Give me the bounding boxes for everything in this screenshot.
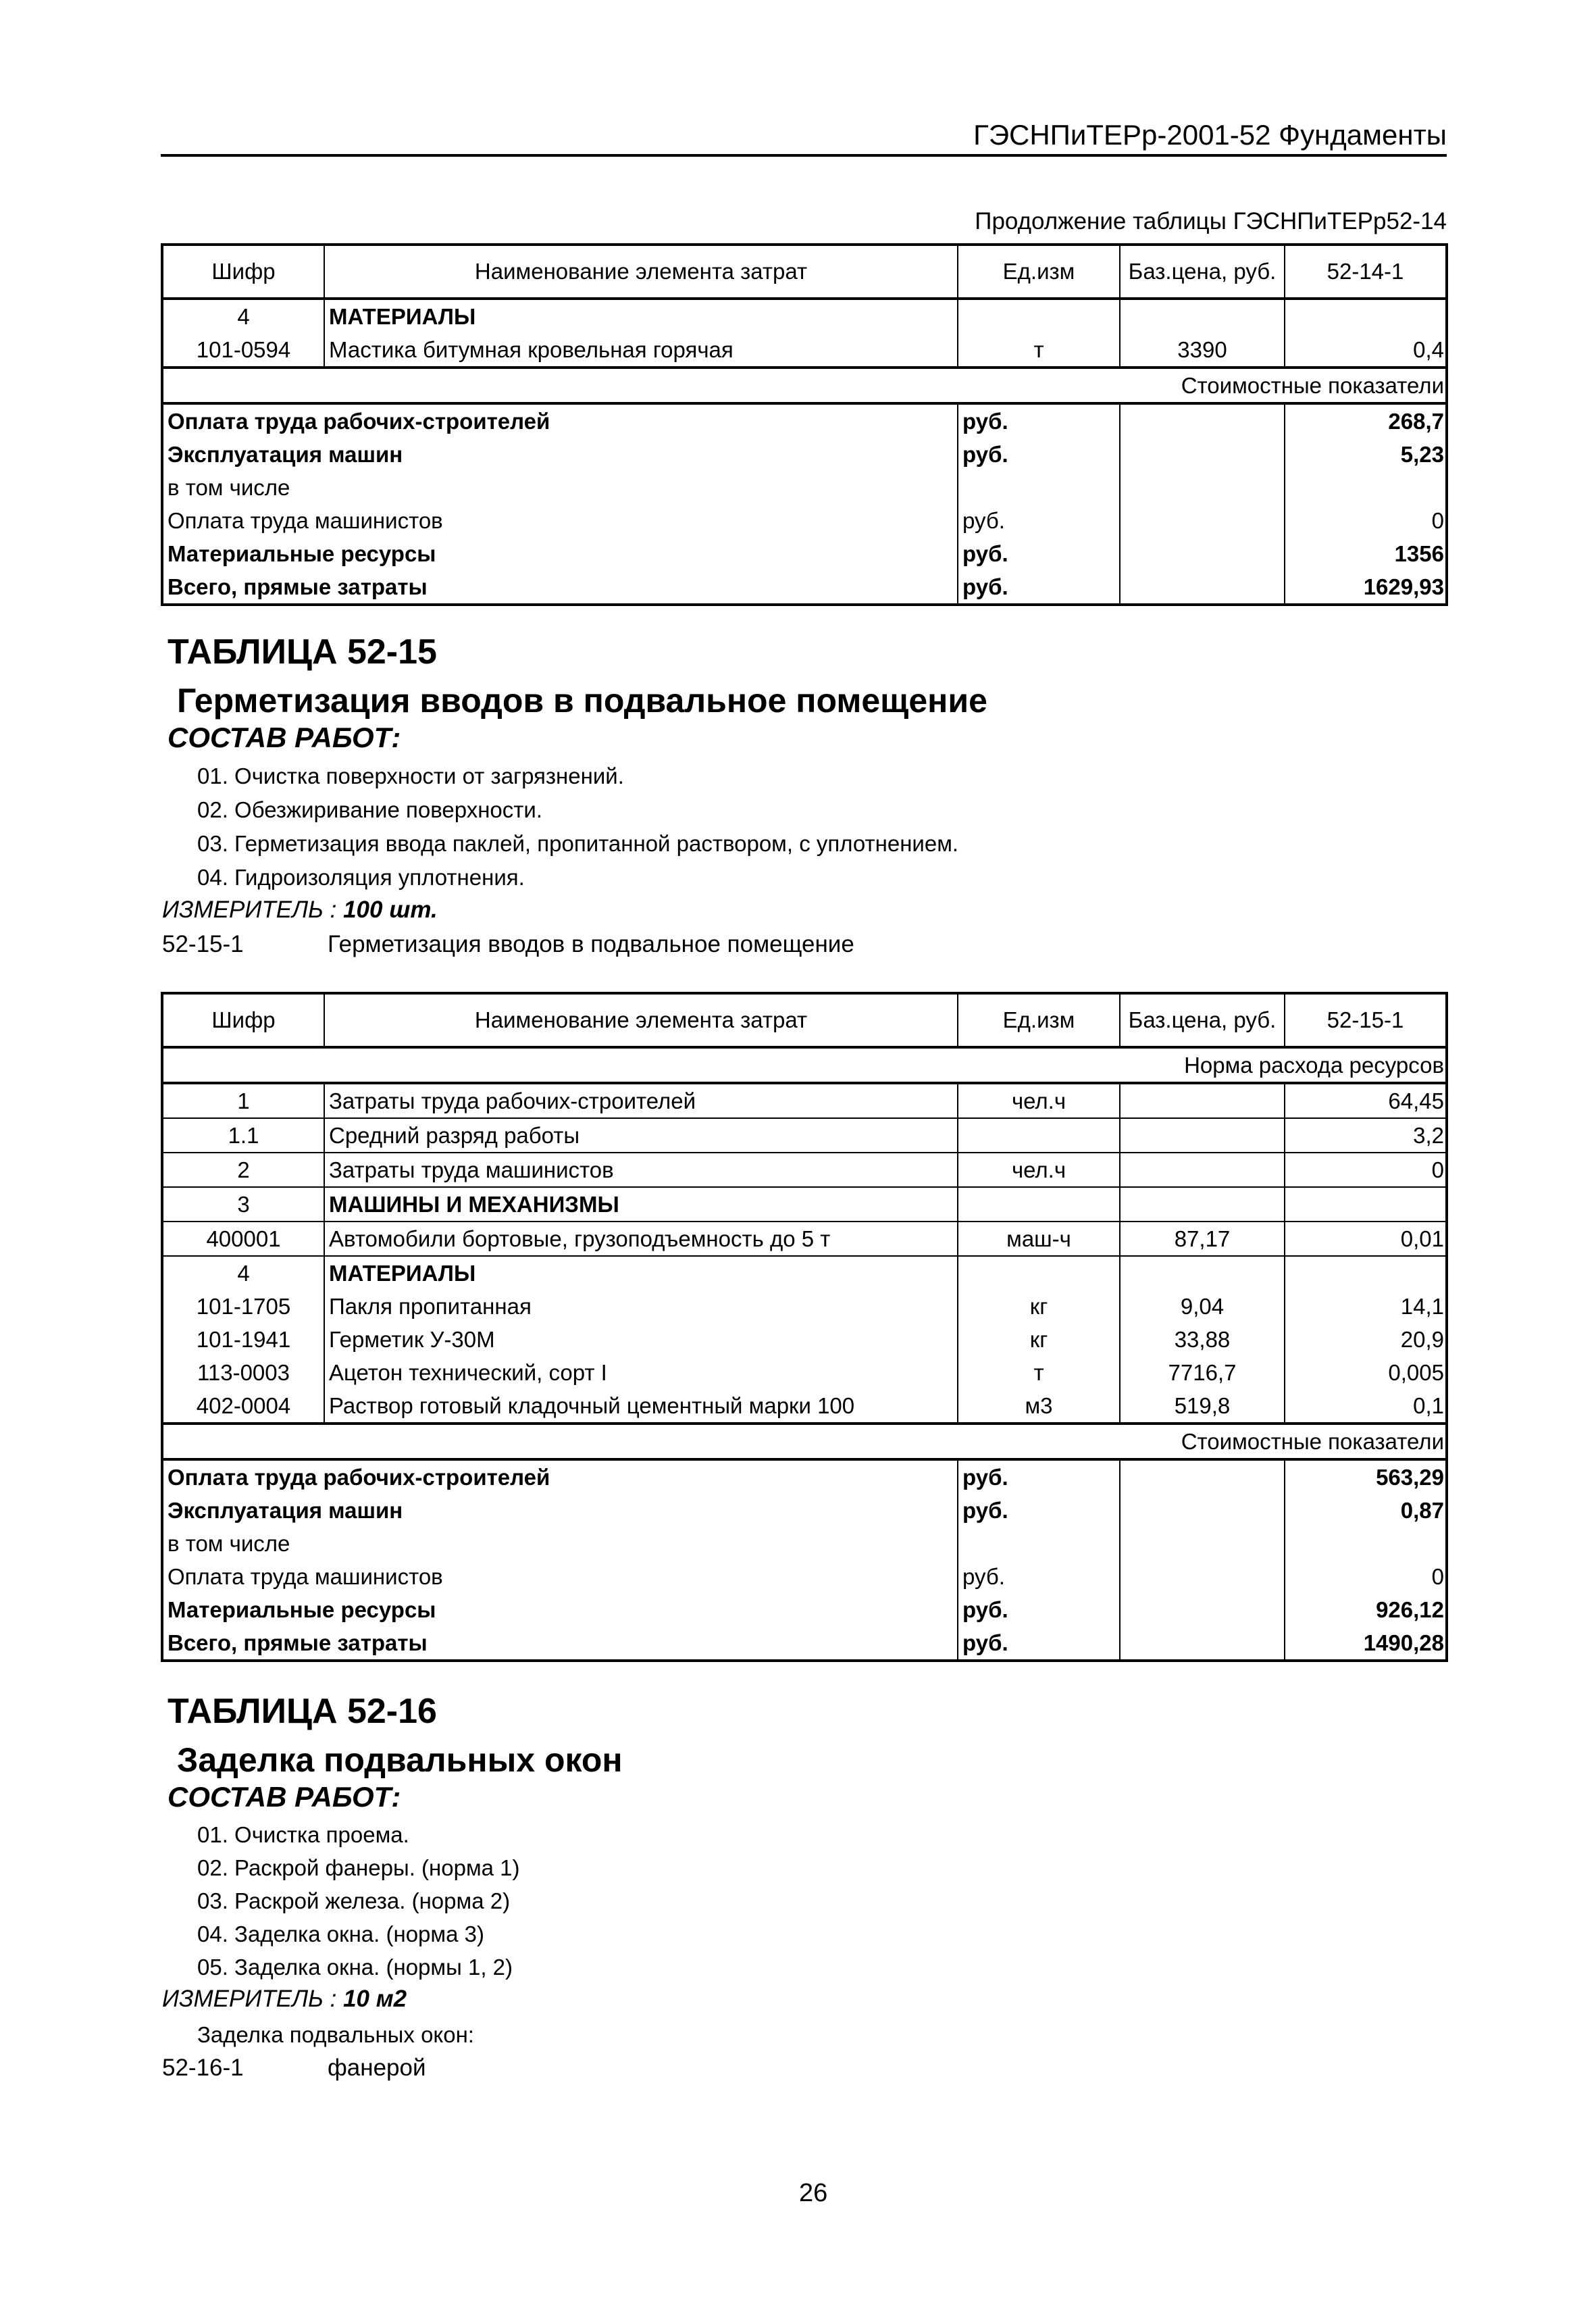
table-row [162, 1118, 1447, 1153]
cell-price: 87,17 [1120, 1222, 1285, 1256]
summary-empty [1120, 1527, 1285, 1560]
resources-table-52-14 [161, 243, 1448, 606]
summary-empty [1120, 537, 1285, 570]
table-row [162, 1290, 1447, 1323]
summary-unit: руб. [958, 1494, 1120, 1527]
measure-value: 100 шт. [343, 897, 438, 923]
cell-code: 113-0003 [162, 1356, 324, 1389]
summary-caption-row [162, 1424, 1447, 1459]
table-row [162, 1256, 1447, 1290]
summary-label: Оплата труда машинистов [162, 1560, 958, 1593]
column-header-unit: Ед.изм [958, 993, 1120, 1047]
sostav-label: СОСТАВ РАБОТ: [168, 1781, 401, 1813]
table-title-52-16: ТАБЛИЦА 52-16 [168, 1692, 437, 1731]
norm-code: 52-15-1 [162, 931, 244, 957]
cell-unit [958, 1118, 1120, 1153]
summary-empty [1120, 1494, 1285, 1527]
cell-unit: м3 [958, 1389, 1120, 1424]
summary-unit: руб. [958, 438, 1120, 471]
work-step: 01. Очистка проема. [197, 1822, 409, 1847]
cell-name: Герметик У-30М [324, 1323, 958, 1356]
cell-value: 0,1 [1285, 1389, 1447, 1424]
summary-unit: руб. [958, 570, 1120, 605]
summary-label: в том числе [162, 1527, 958, 1560]
cell-unit: т [958, 333, 1120, 368]
cell-value: 0,4 [1285, 333, 1447, 368]
summary-row [162, 504, 1447, 537]
table-title-52-15: ТАБЛИЦА 52-15 [168, 632, 437, 672]
cell-value: 20,9 [1285, 1323, 1447, 1356]
cell-name: МАТЕРИАЛЫ [324, 299, 958, 333]
column-header-price: Баз.цена, руб. [1120, 993, 1285, 1047]
cell-code: 400001 [162, 1222, 324, 1256]
column-header-name: Наименование элемента затрат [324, 245, 958, 299]
summary-row [162, 537, 1447, 570]
measure-value: 10 м2 [343, 1986, 407, 2012]
table-header-row [162, 245, 1447, 299]
summary-label: Эксплуатация машин [162, 1494, 958, 1527]
sostav-label: СОСТАВ РАБОТ: [168, 722, 401, 753]
resources-table-52-15-1 [161, 992, 1448, 1662]
cell-name: Мастика битумная кровельная горячая [324, 333, 958, 368]
cell-code: 2 [162, 1153, 324, 1187]
summary-value: 563,29 [1285, 1459, 1447, 1494]
column-header-name: Наименование элемента затрат [324, 993, 958, 1047]
summary-label: Материальные ресурсы [162, 537, 958, 570]
work-step: 03. Герметизация ввода паклей, пропитанной раствором, с уплотнением. [197, 831, 959, 856]
cell-name: МАТЕРИАЛЫ [324, 1256, 958, 1290]
cell-unit: кг [958, 1323, 1120, 1356]
summary-row [162, 403, 1447, 438]
table-row [162, 1356, 1447, 1389]
summary-label: Оплата труда машинистов [162, 504, 958, 537]
cell-name: Затраты труда машинистов [324, 1153, 958, 1187]
summary-empty [1120, 1459, 1285, 1494]
summary-label: Эксплуатация машин [162, 438, 958, 471]
cell-value: 3,2 [1285, 1118, 1447, 1153]
cell-name: Автомобили бортовые, грузоподъемность до 5 т [324, 1222, 958, 1256]
cell-name: Затраты труда рабочих-строителей [324, 1083, 958, 1118]
summary-row [162, 1527, 1447, 1560]
header-rule [161, 154, 1447, 157]
cell-code: 101-1941 [162, 1323, 324, 1356]
summary-value: 1629,93 [1285, 570, 1447, 605]
summary-value: 0,87 [1285, 1494, 1447, 1527]
work-step: 02. Обезжиривание поверхности. [197, 797, 543, 822]
summary-row [162, 1560, 1447, 1593]
cell-price: 3390 [1120, 333, 1285, 368]
table-row [162, 299, 1447, 333]
cell-unit [958, 1256, 1120, 1290]
cell-name: Раствор готовый кладочный цементный марки 100 [324, 1389, 958, 1424]
cell-price: 9,04 [1120, 1290, 1285, 1323]
summary-value: 1356 [1285, 537, 1447, 570]
summary-empty [1120, 471, 1285, 504]
cell-name: Ацетон технический, сорт I [324, 1356, 958, 1389]
cell-name: МАШИНЫ И МЕХАНИЗМЫ [324, 1187, 958, 1222]
cell-value: 0 [1285, 1153, 1447, 1187]
page-number: 26 [799, 2179, 828, 2207]
table-row [162, 1222, 1447, 1256]
cell-unit: т [958, 1356, 1120, 1389]
summary-empty [1120, 438, 1285, 471]
column-header-norm: 52-15-1 [1285, 993, 1447, 1047]
cell-price [1120, 1187, 1285, 1222]
summary-value [1285, 471, 1447, 504]
table-header-row [162, 993, 1447, 1047]
cell-code: 402-0004 [162, 1389, 324, 1424]
cell-unit: чел.ч [958, 1153, 1120, 1187]
summary-row [162, 1593, 1447, 1626]
cell-code: 4 [162, 299, 324, 333]
section-subtitle-52-15: Герметизация вводов в подвальное помещение [177, 682, 987, 720]
table-row [162, 333, 1447, 368]
cell-price [1120, 1256, 1285, 1290]
summary-label: Всего, прямые затраты [162, 570, 958, 605]
work-step: 01. Очистка поверхности от загрязнений. [197, 763, 624, 788]
cell-price: 7716,7 [1120, 1356, 1285, 1389]
column-header-code: Шифр [162, 245, 324, 299]
measure-label: ИЗМЕРИТЕЛЬ : [162, 897, 337, 923]
cell-code: 1 [162, 1083, 324, 1118]
summary-row [162, 1494, 1447, 1527]
summary-row [162, 471, 1447, 504]
cell-price [1120, 299, 1285, 333]
cell-value: 0,005 [1285, 1356, 1447, 1389]
norm-group-caption: Заделка подвальных окон: [197, 2022, 474, 2047]
work-step: 04. Заделка окна. (норма 3) [197, 1921, 484, 1946]
summary-label: Оплата труда рабочих-строителей [162, 1459, 958, 1494]
summary-unit [958, 471, 1120, 504]
summary-empty [1120, 504, 1285, 537]
norm-code: 52-16-1 [162, 2055, 244, 2081]
summary-value: 5,23 [1285, 438, 1447, 471]
measure-line [162, 897, 438, 924]
summary-empty [1120, 570, 1285, 605]
table-row [162, 1389, 1447, 1424]
summary-value: 0 [1285, 504, 1447, 537]
summary-row [162, 570, 1447, 605]
norm-line [162, 931, 854, 958]
summary-empty [1120, 403, 1285, 438]
cell-price [1120, 1083, 1285, 1118]
summary-unit: руб. [958, 1626, 1120, 1661]
summary-value: 0 [1285, 1560, 1447, 1593]
summary-unit: руб. [958, 1560, 1120, 1593]
summary-row [162, 1459, 1447, 1494]
cell-code: 3 [162, 1187, 324, 1222]
cell-price: 519,8 [1120, 1389, 1285, 1424]
summary-value: 268,7 [1285, 403, 1447, 438]
summary-label: Всего, прямые затраты [162, 1626, 958, 1661]
column-header-code: Шифр [162, 993, 324, 1047]
table-row [162, 1187, 1447, 1222]
norm-caption: Норма расхода ресурсов [162, 1047, 1447, 1083]
cell-name: Средний разряд работы [324, 1118, 958, 1153]
summary-value: 926,12 [1285, 1593, 1447, 1626]
summary-unit: руб. [958, 403, 1120, 438]
summary-label: в том числе [162, 471, 958, 504]
cell-value [1285, 1256, 1447, 1290]
cell-price: 33,88 [1120, 1323, 1285, 1356]
norm-caption-row [162, 1047, 1447, 1083]
cell-name: Пакля пропитанная [324, 1290, 958, 1323]
summary-unit: руб. [958, 504, 1120, 537]
norm-name: фанерой [328, 2055, 426, 2081]
cell-unit [958, 1187, 1120, 1222]
column-header-norm: 52-14-1 [1285, 245, 1447, 299]
norm-name: Герметизация вводов в подвальное помещение [328, 931, 854, 957]
cell-price [1120, 1118, 1285, 1153]
cell-value [1285, 1187, 1447, 1222]
cell-unit: маш-ч [958, 1222, 1120, 1256]
summary-row [162, 1626, 1447, 1661]
cell-value: 0,01 [1285, 1222, 1447, 1256]
summary-label: Оплата труда рабочих-строителей [162, 403, 958, 438]
cell-unit: чел.ч [958, 1083, 1120, 1118]
cell-unit: кг [958, 1290, 1120, 1323]
table-row [162, 1153, 1447, 1187]
cell-code: 1.1 [162, 1118, 324, 1153]
summary-unit: руб. [958, 1459, 1120, 1494]
summary-caption: Стоимостные показатели [162, 1424, 1447, 1459]
cell-value: 14,1 [1285, 1290, 1447, 1323]
table-row [162, 1323, 1447, 1356]
column-header-unit: Ед.изм [958, 245, 1120, 299]
work-step: 05. Заделка окна. (нормы 1, 2) [197, 1955, 513, 1980]
summary-unit: руб. [958, 1593, 1120, 1626]
cell-code: 101-1705 [162, 1290, 324, 1323]
cell-code: 4 [162, 1256, 324, 1290]
summary-label: Материальные ресурсы [162, 1593, 958, 1626]
work-step: 03. Раскрой железа. (норма 2) [197, 1888, 511, 1913]
cell-price [1120, 1153, 1285, 1187]
measure-label: ИЗМЕРИТЕЛЬ : [162, 1986, 337, 2012]
summary-empty [1120, 1593, 1285, 1626]
cell-value: 64,45 [1285, 1083, 1447, 1118]
summary-caption: Стоимостные показатели [162, 368, 1447, 403]
summary-caption-row [162, 368, 1447, 403]
cell-code: 101-0594 [162, 333, 324, 368]
summary-value [1285, 1527, 1447, 1560]
document-header-title: ГЭСНПиТЕРр-2001-52 Фундаменты [973, 119, 1447, 151]
summary-row [162, 438, 1447, 471]
work-step: 02. Раскрой фанеры. (норма 1) [197, 1855, 520, 1880]
cell-value [1285, 299, 1447, 333]
norm-line [162, 2055, 426, 2082]
summary-unit: руб. [958, 537, 1120, 570]
measure-line [162, 1986, 407, 2013]
summary-unit [958, 1527, 1120, 1560]
continuation-note: Продолжение таблицы ГЭСНПиТЕРр52-14 [975, 208, 1447, 234]
cell-unit [958, 299, 1120, 333]
work-step: 04. Гидроизоляция уплотнения. [197, 865, 525, 890]
summary-empty [1120, 1560, 1285, 1593]
summary-empty [1120, 1626, 1285, 1661]
section-subtitle-52-16: Заделка подвальных окон [177, 1741, 623, 1779]
summary-value: 1490,28 [1285, 1626, 1447, 1661]
table-row [162, 1083, 1447, 1118]
column-header-price: Баз.цена, руб. [1120, 245, 1285, 299]
